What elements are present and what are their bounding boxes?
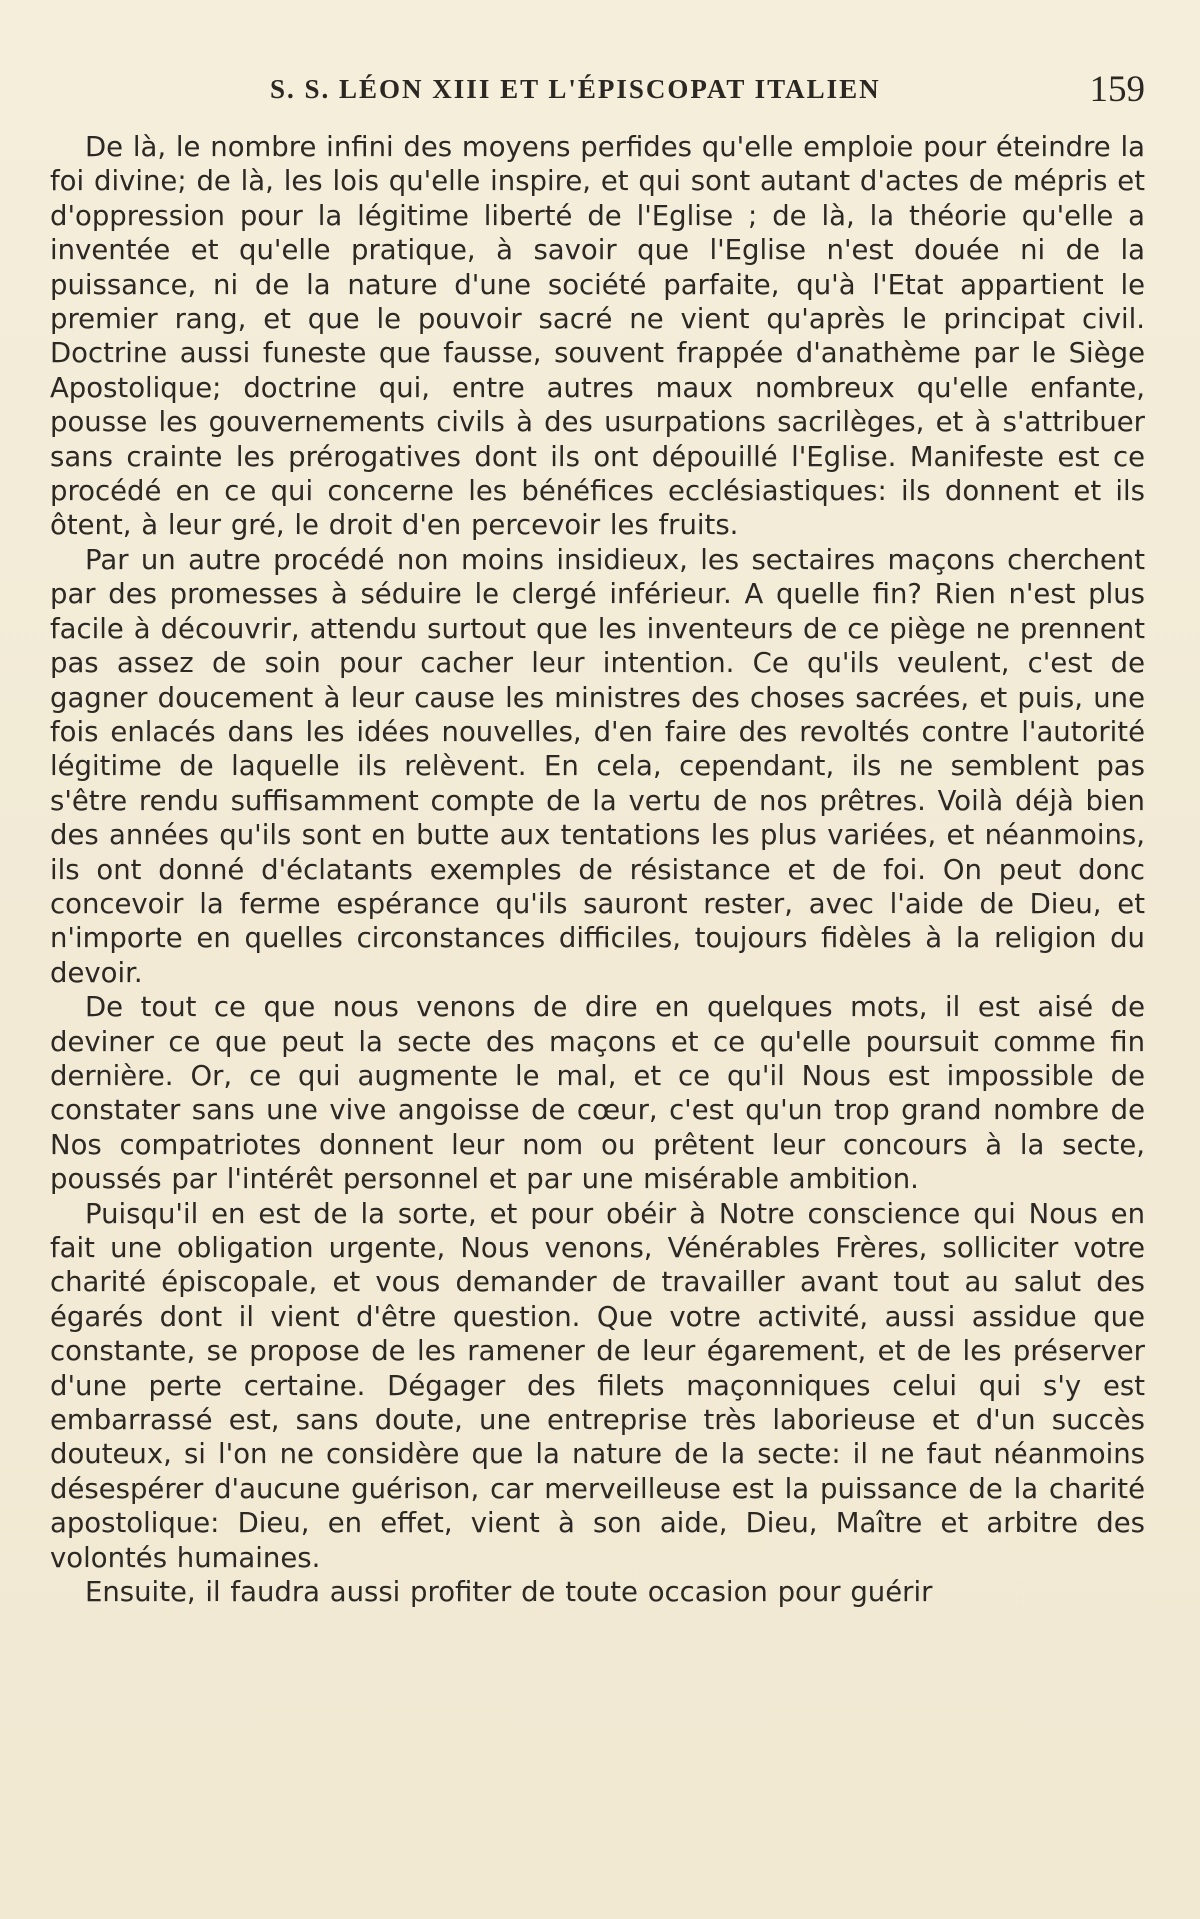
paragraph-clergy: Par un autre procédé non moins insidieux, les sectaires maçons cherchent par des promesses à séduire le clergé inférieur. A quelle fin? Rien n'est plus facile à découvrir, attendu surtout que les inventeurs de ce piège ne prennent pas assez de soin pour cacher leur intention. Ce qu'ils veulent, c'est de gagner doucement à leur cause les ministres des choses sacrées, et puis, une fois enlacés dans les idées nouvelles, d'en faire des revoltés contre l'autorité légitime de laquelle ils relèvent. En cela, cependant, ils ne semblent pas s'être rendu suffisamment compte de la vertu de nos prêtres. Voilà déjà bien des années qu'ils sont en butte aux tentations les plus variées, et néanmoins, ils ont donné d'éclatants exemples de résistance et de foi. On peut donc concevoir la ferme espérance qu'ils sauront rester, avec l'aide de Dieu, et n'importe en quelles circonstances difficiles, toujours fidèles à la religion du devoir.	[50, 543, 1145, 989]
running-head	[50, 68, 1145, 112]
page-number: 159	[1089, 69, 1145, 110]
body-text	[50, 130, 1145, 1609]
running-title: S. S. LÉON XIII ET L'ÉPISCOPAT ITALIEN	[270, 74, 881, 104]
paragraph-bishops: Puisqu'il en est de la sorte, et pour obéir à Notre conscience qui Nous en fait une obligation urgente, Nous venons, Vénérables Frères, solliciter votre charité épiscopale, et vous demander de travailler avant tout au salut des égarés dont il vient d'être question. Que votre activité, aussi assidue que constante, se propose de les ramener de leur égarement, et de les préserver d'une perte certaine. Dégager des filets maçonniques celui qui s'y est embarrassé est, sans doute, une entreprise très laborieuse et d'un succès douteux, si l'on ne considère que la nature de la secte: il ne faut néanmoins désespérer d'aucune guérison, car merveilleuse est la puissance de la charité apostolique: Dieu, en effet, vient à son aide, Dieu, Maître et arbitre des volontés humaines.	[50, 1197, 1145, 1574]
paragraph-methods: De là, le nombre infini des moyens perfides qu'elle emploie pour éteindre la foi divine; de là, les lois qu'elle inspire, et qui sont autant d'actes de mépris et d'oppression pour la légitime liberté de l'Eglise ; de là, la théorie qu'elle a inventée et qu'elle pratique, à savoir que l'Eglise n'est douée ni de la puissance, ni de la nature d'une société parfaite, qu'à l'Etat appartient le premier rang, et que le pouvoir sacré ne vient qu'après le principat civil. Doctrine aussi funeste que fausse, souvent frappée d'anathème par le Siège Apostolique; doctrine qui, entre autres maux nombreux qu'elle enfante, pousse les gouvernements civils à des usurpations sacrilèges, et à s'attribuer sans crainte les prérogatives dont ils ont dépouillé l'Eglise. Manifeste est ce procédé en ce qui concerne les bénéfices ecclésiastiques: ils donnent et ils ôtent, à leur gré, le droit d'en percevoir les fruits.	[50, 131, 1145, 542]
paragraph-continuation: Ensuite, il faudra aussi profiter de toute occasion pour guérir	[85, 1576, 933, 1609]
paragraph-compatriots: De tout ce que nous venons de dire en quelques mots, il est aisé de deviner ce que peut la secte des maçons et ce qu'elle poursuit comme fin dernière. Or, ce qui augmente le mal, et ce qu'il Nous est impossible de constater sans une vive angoisse de cœur, c'est qu'un trop grand nombre de Nos compatriotes donnent leur nom ou prêtent leur concours à la secte, poussés par l'intérêt personnel et par une misérable ambition.	[50, 991, 1145, 1196]
